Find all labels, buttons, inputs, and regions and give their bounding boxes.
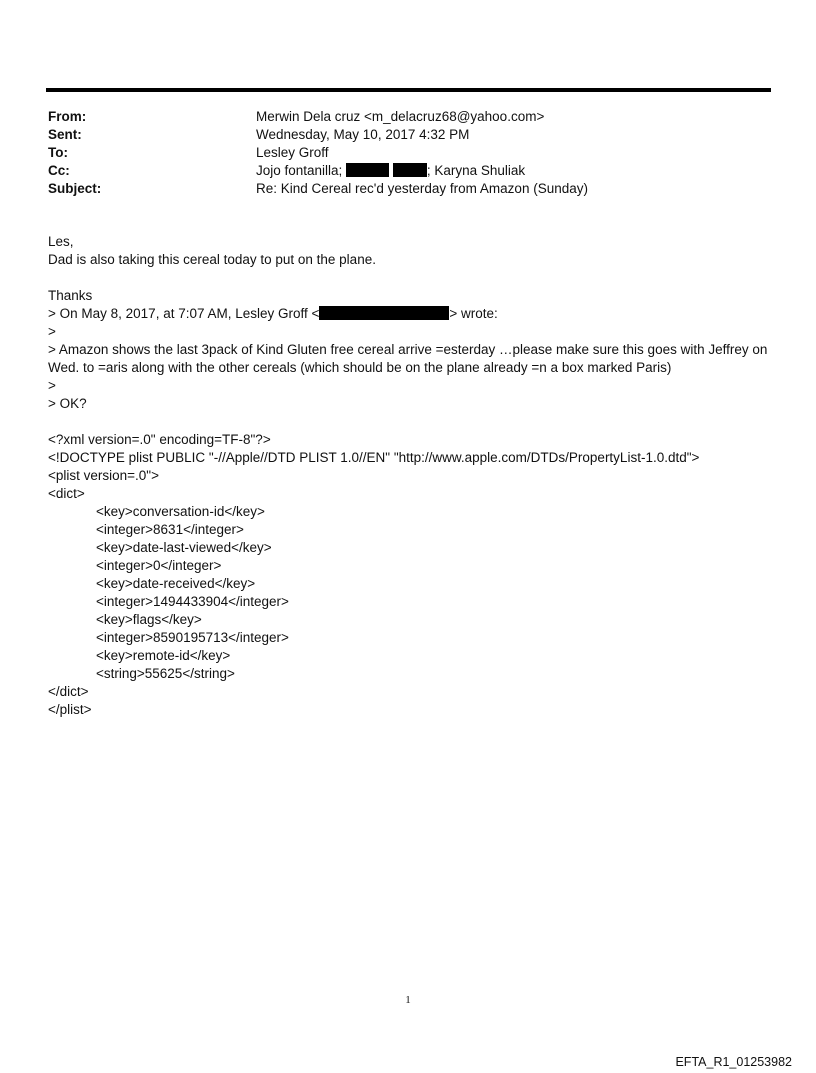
- plist-entry: <string>55625</string>: [96, 666, 235, 681]
- cc-row: [48, 162, 768, 180]
- email-header: [48, 108, 768, 198]
- blank-line: [48, 269, 773, 287]
- plist-entry: <key>conversation-id</key>: [96, 504, 265, 519]
- redaction-block: [346, 163, 389, 177]
- dict-open: <dict>: [48, 486, 85, 501]
- sent-row: [48, 126, 768, 144]
- blank-line: [48, 413, 773, 431]
- plist-entry: <key>date-last-viewed</key>: [96, 540, 272, 555]
- plist-entry: <integer>8590195713</integer>: [96, 630, 289, 645]
- quote-body: > Amazon shows the last 3pack of Kind Gluten free cereal arrive =esterday …please make sure this goes with Jeffrey on Wed. to =aris along with the other cereals (which should be on the plane already =n a box marked Paris): [48, 342, 772, 375]
- to-label: To:: [48, 145, 68, 160]
- plist-entry: <integer>0</integer>: [96, 558, 222, 573]
- from-row: [48, 108, 768, 126]
- from-label: From:: [48, 109, 87, 124]
- quote-intro-prefix: > On May 8, 2017, at 7:07 AM, Lesley Groff <: [48, 306, 320, 321]
- redaction-block: [319, 306, 449, 320]
- header-rule: [46, 88, 771, 92]
- plist-entry: <key>flags</key>: [96, 612, 202, 627]
- to-value: Lesley Groff: [256, 145, 329, 160]
- plist-doctype: <!DOCTYPE plist PUBLIC "-//Apple//DTD PLIST 1.0//EN" "http://www.apple.com/DTDs/PropertyList-1.0.dtd">: [48, 450, 700, 465]
- to-row: [48, 144, 768, 162]
- plist-entry: <key>remote-id</key>: [96, 648, 231, 663]
- sent-value: Wednesday, May 10, 2017 4:32 PM: [256, 127, 470, 142]
- quote-blank: >: [48, 378, 56, 393]
- subject-value: Re: Kind Cereal rec'd yesterday from Amazon (Sunday): [256, 181, 588, 196]
- plist-entry: <integer>8631</integer>: [96, 522, 244, 537]
- plist-xml-decl: <?xml version=.0" encoding=TF-8"?>: [48, 432, 271, 447]
- plist-open: <plist version=.0">: [48, 468, 159, 483]
- from-value: Merwin Dela cruz <m_delacruz68@yahoo.com>: [256, 109, 545, 124]
- quote-blank: >: [48, 324, 56, 339]
- thanks-line: Thanks: [48, 288, 93, 303]
- message-body: [48, 233, 773, 719]
- plist-close: </plist>: [48, 702, 92, 717]
- sent-label: Sent:: [48, 127, 82, 142]
- document-id: EFTA_R1_01253982: [675, 1055, 792, 1069]
- redaction-block: [393, 163, 427, 177]
- cc-label: Cc:: [48, 163, 70, 178]
- cc-value: [256, 162, 768, 180]
- plist-entry: <integer>1494433904</integer>: [96, 594, 289, 609]
- dict-close: </dict>: [48, 684, 89, 699]
- cc-suffix: ; Karyna Shuliak: [426, 163, 526, 178]
- cc-prefix: Jojo fontanilla;: [256, 163, 343, 178]
- greeting: Les,: [48, 234, 74, 249]
- page-number: 1: [405, 994, 411, 1006]
- quote-ok: > OK?: [48, 396, 87, 411]
- quote-intro: [48, 305, 773, 323]
- quote-intro-suffix: > wrote:: [449, 306, 498, 321]
- subject-label: Subject:: [48, 181, 102, 196]
- subject-row: [48, 180, 768, 198]
- message-line: Dad is also taking this cereal today to put on the plane.: [48, 252, 376, 267]
- plist-entry: <key>date-received</key>: [96, 576, 256, 591]
